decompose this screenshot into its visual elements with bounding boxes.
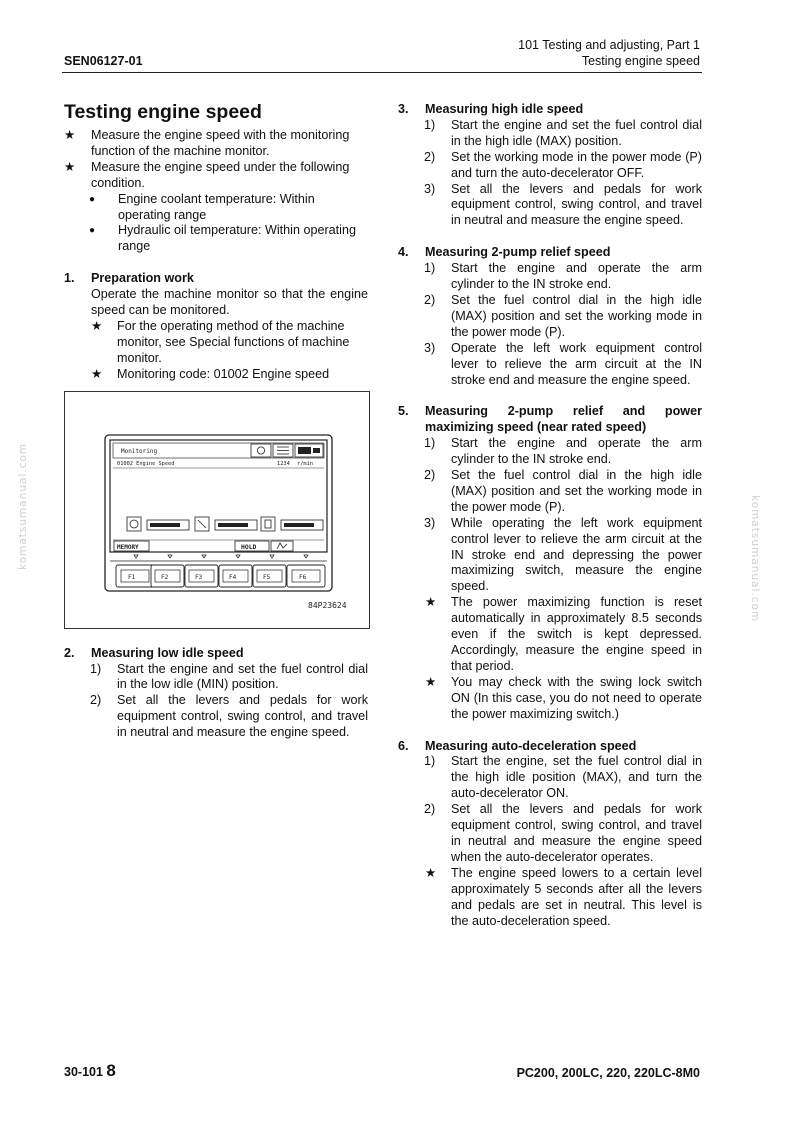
- left-column: [64, 100, 368, 741]
- f5-key: F5: [263, 573, 271, 581]
- page-issue: 8: [106, 1061, 116, 1080]
- section-low-idle: [64, 646, 368, 741]
- section-heading-text: Preparation work: [91, 271, 194, 286]
- monitor-row-unit: r/min: [297, 460, 313, 467]
- running-header: [518, 37, 700, 69]
- intro-note: [64, 160, 368, 192]
- step-text: Start the engine, set the fuel control dial in the high idle position (MAX), and turn the auto-decelerator ON.: [451, 754, 702, 801]
- screen-title: Monitoring: [121, 447, 158, 455]
- step-item: [398, 516, 702, 596]
- intro-note-text: Measure the engine speed under the following condition.: [91, 159, 350, 190]
- step-number: 2): [424, 802, 436, 817]
- chapter-title: 101 Testing and adjusting, Part 1: [518, 38, 700, 52]
- section-note: [64, 367, 368, 383]
- condition-text: Hydraulic oil temperature: Within operating range: [118, 223, 356, 254]
- section-number: 3.: [398, 102, 409, 116]
- condition-item: [64, 223, 368, 255]
- page-title: Testing engine speed: [64, 101, 262, 123]
- star-icon: ★: [91, 318, 103, 333]
- bullet-icon: ●: [89, 193, 96, 205]
- step-number: 2): [424, 468, 436, 483]
- step-item: [398, 293, 702, 341]
- section-heading: [398, 245, 702, 261]
- function-keys: [116, 565, 325, 587]
- step-item: [398, 261, 702, 293]
- step-item: [398, 754, 702, 802]
- step-number: 1): [424, 261, 436, 276]
- step-text: Set all the levers and pedals for work equipment control, swing control, and travel in neutral and measure the engine speed.: [117, 693, 368, 740]
- step-text: Start the engine and set the fuel control dial in the high idle (MAX) position.: [451, 117, 702, 148]
- section-heading-text: Measuring auto-deceleration speed: [425, 738, 637, 753]
- coolant-temp-icon: [127, 517, 141, 531]
- step-text: Start the engine and operate the arm cylinder to the IN stroke end.: [451, 436, 702, 467]
- section-heading: [398, 739, 702, 755]
- section-heading: [398, 404, 702, 436]
- step-number: 3): [424, 181, 436, 196]
- section-note-text: The engine speed lowers to a certain level approximately 5 seconds after all the levers and pedals are set in neutral. This level is the auto-deceleration speed.: [451, 865, 702, 928]
- step-number: 2): [424, 149, 436, 164]
- step-item: [398, 436, 702, 468]
- intro-note-text: Measure the engine speed with the monitoring function of the machine monitor.: [91, 128, 350, 158]
- section-auto-decel: [398, 739, 702, 930]
- step-number: 1): [90, 661, 102, 676]
- section-note-text: You may check with the swing lock switch ON (In this case, you do not need to operate the power maximizing switch.): [451, 674, 702, 721]
- step-item: [398, 118, 702, 150]
- section-heading-text: Measuring high idle speed: [425, 102, 584, 116]
- page-prefix: 30-101: [64, 1065, 103, 1079]
- star-icon: ★: [425, 865, 437, 880]
- hold-label: HOLD: [241, 542, 257, 551]
- section-heading: [64, 646, 368, 662]
- step-item: [398, 802, 702, 866]
- step-item: [398, 150, 702, 182]
- section-note: [398, 866, 702, 930]
- section-note-text: The power maximizing function is reset automatically in approximately 8.5 seconds even if the switch is kept depressed. Accordingly, measure the engine speed in that period.: [451, 595, 702, 673]
- f6-key: F6: [299, 573, 307, 581]
- section-high-idle: [398, 102, 702, 229]
- watermark-left: komatsumanual.com: [17, 442, 29, 570]
- section-number: 5.: [398, 404, 409, 419]
- right-column: [398, 102, 702, 929]
- bullet-icon: ●: [89, 225, 96, 237]
- memory-label: MEMORY: [117, 543, 139, 551]
- step-number: 2): [90, 693, 102, 708]
- machine-monitor-illustration: [65, 392, 371, 630]
- step-number: 1): [424, 436, 436, 451]
- step-number: 1): [424, 117, 436, 132]
- watermark-right: komatsumanual.com: [749, 495, 761, 623]
- section-note-text: Monitoring code: 01002 Engine speed: [117, 366, 330, 381]
- section-heading: [64, 271, 368, 287]
- star-icon: ★: [425, 674, 437, 689]
- document-code: SEN06127-01: [64, 54, 143, 68]
- f1-key: F1: [128, 573, 136, 581]
- monitor-row-value: 1234: [277, 460, 290, 467]
- step-number: 1): [424, 754, 436, 769]
- section-note: [398, 675, 702, 723]
- condition-text: Engine coolant temperature: Within operating range: [118, 191, 315, 222]
- step-text: Operate the left work equipment control lever to relieve the arm circuit at the IN stroke end and measure the engine speed.: [451, 340, 702, 387]
- step-text: Start the engine and set the fuel control dial in the low idle (MIN) position.: [117, 661, 368, 692]
- monitor-figure: [64, 391, 370, 629]
- fuel-icon: [261, 517, 275, 531]
- section-note: [398, 595, 702, 675]
- step-text: Set all the levers and pedals for work equipment control, swing control, and travel in neutral and measure the engine speed.: [451, 181, 702, 228]
- step-item: [64, 693, 368, 741]
- section-heading-text: Measuring 2-pump relief and power maximizing speed (near rated speed): [425, 404, 702, 435]
- figure-code: 84P23624: [308, 600, 347, 610]
- step-text: Set the working mode in the power mode (P) and turn the auto-decelerator OFF.: [451, 149, 702, 180]
- step-item: [398, 182, 702, 230]
- condition-item: [64, 192, 368, 224]
- star-icon: ★: [425, 595, 437, 610]
- star-icon: ★: [64, 128, 76, 142]
- step-number: 3): [424, 515, 436, 530]
- f4-key: F4: [229, 573, 237, 581]
- star-icon: ★: [91, 366, 103, 381]
- page-number: [64, 1063, 116, 1081]
- step-item: [64, 662, 368, 694]
- section-note-text: For the operating method of the machine monitor, see Special functions of machine monitor.: [117, 318, 350, 365]
- section-number: 2.: [64, 645, 75, 660]
- f2-key: F2: [161, 573, 169, 581]
- section-number: 4.: [398, 245, 409, 260]
- section-2-pump-relief: [398, 245, 702, 388]
- step-text: While operating the left work equipment control lever to relieve the arm circuit at the IN stroke end and depressing the power maximizing switch, measure the engine speed.: [451, 515, 702, 594]
- section-title: Testing engine speed: [581, 54, 700, 68]
- step-text: Set the fuel control dial in the high idle (MAX) position and set the working mode in the power mode (P).: [451, 468, 702, 514]
- header-rule: [62, 72, 702, 73]
- step-item: [398, 341, 702, 389]
- section-number: 6.: [398, 738, 409, 753]
- step-text: Set the fuel control dial in the high idle (MAX) position and set the working mode in the power mode (P).: [451, 292, 702, 339]
- f3-key: F3: [195, 573, 203, 581]
- step-number: 3): [424, 340, 436, 355]
- section-body: Operate the machine monitor so that the engine speed can be monitored.: [91, 287, 368, 318]
- step-text: Start the engine and operate the arm cylinder to the IN stroke end.: [451, 261, 702, 292]
- monitor-row-code: 01002 Engine Speed: [117, 460, 175, 467]
- section-heading-text: Measuring 2-pump relief speed: [425, 245, 611, 260]
- section-power-max: [398, 404, 702, 722]
- section-heading: [398, 102, 702, 118]
- step-text: Set all the levers and pedals for work equipment control, swing control, and travel in neutral and measure the engine speed when the auto-decelerator operates.: [451, 802, 702, 864]
- star-icon: ★: [64, 159, 76, 174]
- mode-icon: [251, 444, 271, 457]
- step-item: [398, 468, 702, 516]
- model-list: PC200, 200LC, 220, 220LC-8M0: [516, 1066, 700, 1080]
- section-number: 1.: [64, 271, 75, 286]
- section-heading-text: Measuring low idle speed: [91, 645, 244, 660]
- section-preparation: [64, 271, 368, 382]
- intro-note: [64, 128, 368, 160]
- step-number: 2): [424, 292, 436, 307]
- section-note: [64, 319, 368, 367]
